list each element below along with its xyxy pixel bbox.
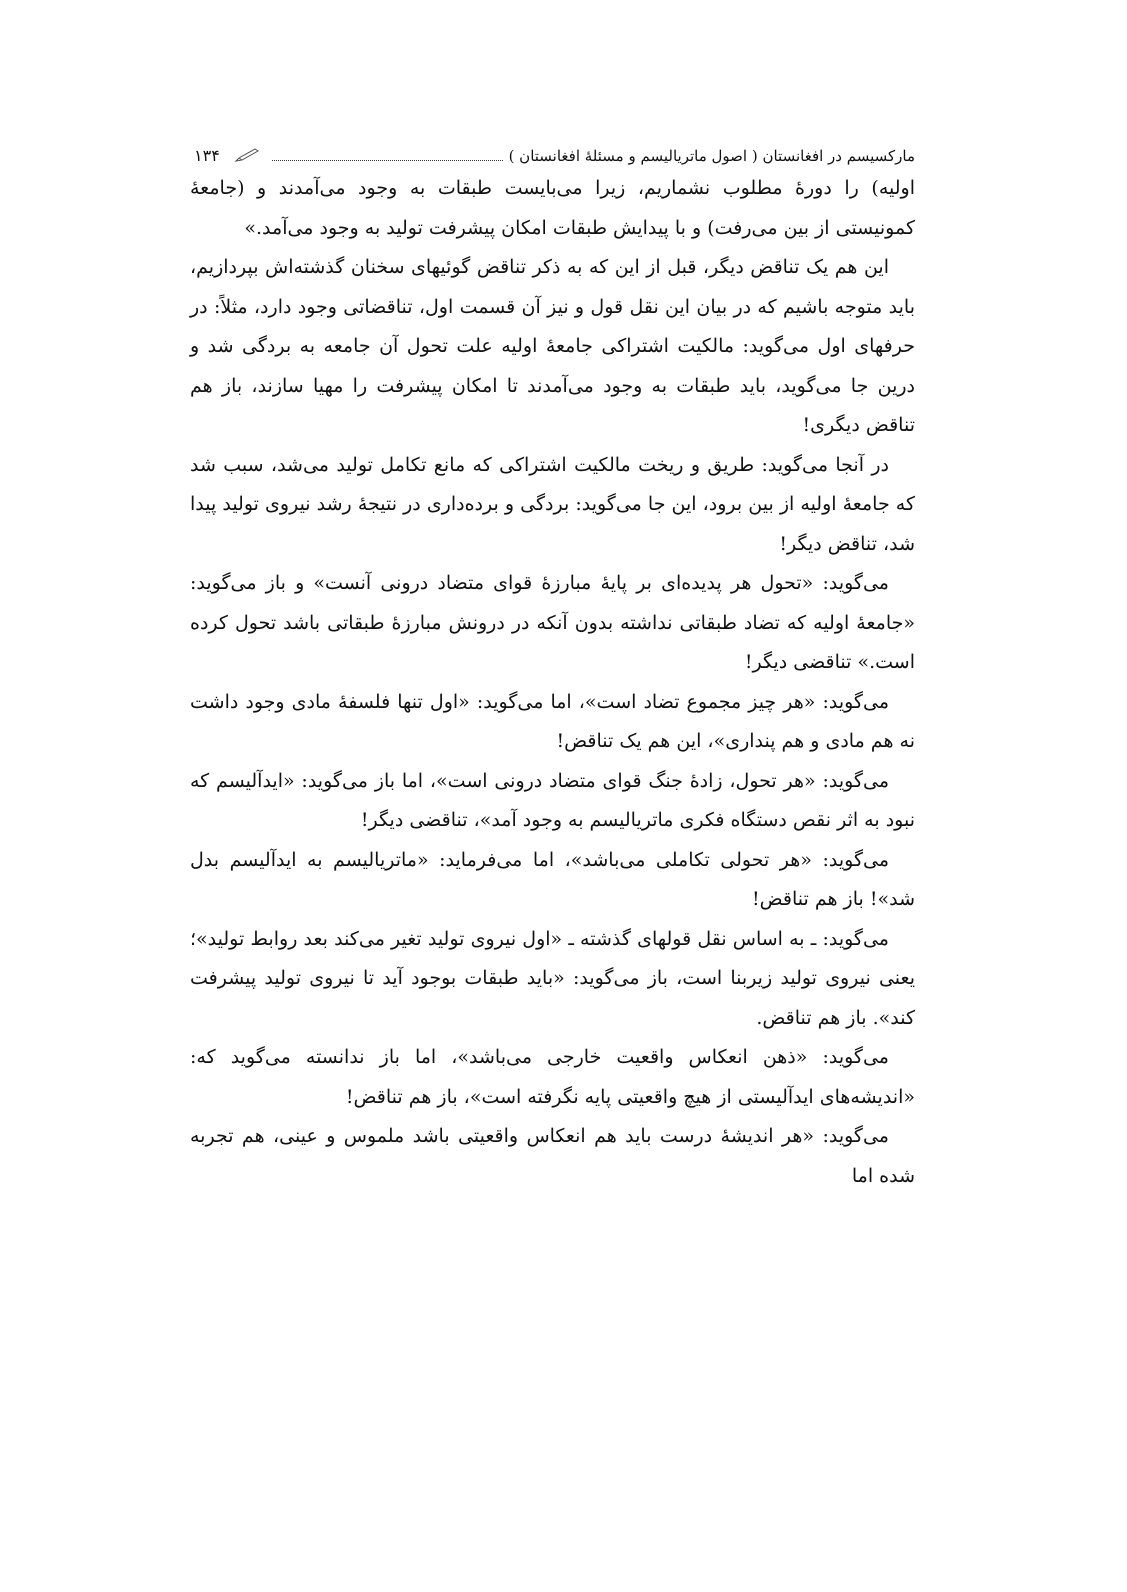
pen-icon [234, 147, 260, 163]
running-title: مارکسیسم در افغانستان ( اصول ماتریالیسم و مسئلۀ افغانستان ) [508, 147, 915, 165]
body-text [190, 169, 915, 1196]
dotted-leader [272, 160, 503, 161]
running-head [190, 135, 915, 165]
paragraph-3: در آنجا می‌گوید: طریق و ریخت مالکیت اشتراکی که مانع تکامل تولید می‌شد، سبب شد که جامعۀ اولیه از بین برود، این جا می‌گوید: بردگی و برده‌داری در نتیجۀ رشد نیروی تولید پیدا شد، تناقض دیگر! [190, 453, 915, 555]
paragraph-1: اولیه) را دورۀ مطلوب نشماریم، زیرا می‌بایست طبقات به وجود می‌آمدند و (جامعۀ کمونیستی از بین می‌رفت) و با پیدایش طبقات امکان پیشرفت تولید به وجود می‌آمد.» [190, 177, 915, 239]
paragraph-10: می‌گوید: «هر اندیشۀ درست باید هم انعکاس واقعیتی باشد ملموس و عینی، هم تجربه شده اما [190, 1125, 915, 1187]
paragraph-9: می‌گوید: «ذهن انعکاس واقعیت خارجی می‌باشد»، اما باز ندانسته می‌گوید که: «اندیشه‌های ایدآلیستی از هیچ واقعیتی پایه نگرفته است»، باز هم تناقض! [190, 1046, 915, 1108]
paragraph-4: می‌گوید: «تحول هر پدیده‌ای بر پایۀ مبارزۀ قوای متضاد درونی آنست» و باز می‌گوید: «جامعۀ اولیه که تضاد طبقاتی نداشته بدون آنکه در درونش مبارزۀ طبقاتی باشد تحول کرده است.» تناقضی دیگر! [190, 572, 915, 673]
paragraph-5: می‌گوید: «هر چیز مجموع تضاد است»، اما می‌گوید: «اول تنها فلسفۀ مادی وجود داشت نه هم مادی و هم پنداری»، این هم یک تناقض! [190, 690, 915, 752]
book-page [190, 135, 915, 1535]
paragraph-7: می‌گوید: «هر تحولی تکاملی می‌باشد»، اما می‌فرماید: «ماتریالیسم به ایدآلیسم بدل شد»! باز هم تناقض! [190, 848, 915, 910]
page-number: ۱۳۴ [194, 146, 220, 165]
paragraph-2: این هم یک تناقض دیگر، قبل از این که به ذکر تناقض گوئیهای سخنان گذشته‌اش بپردازیم، باید متوجه باشیم که در بیان این نقل قول و نیز آن قسمت اول، تناقضاتی وجود دارد، مثلاً: در حرفهای اول می‌گوید: مالکیت اشتراکی جامعۀ اولیه علت تحول آن جامعه به بردگی شد و درین جا می‌گوید، باید طبقات به وجود می‌آمدند تا امکان پیشرفت را مهیا سازند، باز هم تناقض دیگری! [190, 256, 915, 436]
paragraph-6: می‌گوید: «هر تحول، زادۀ جنگ قوای متضاد درونی است»، اما باز می‌گوید: «ایدآلیسم که نبود به اثر نقص دستگاه فکری ماتریالیسم به وجود آمد»، تناقضی دیگر! [190, 769, 915, 831]
paragraph-8: می‌گوید: ـ به اساس نقل قولهای گذشته ـ «اول نیروی تولید تغیر می‌کند بعد روابط تولید»؛ یعنی نیروی تولید زیربنا است، باز می‌گوید: «باید طبقات بوجود آید تا نیروی تولید پیشرفت کند». باز هم تناقض. [190, 927, 915, 1029]
